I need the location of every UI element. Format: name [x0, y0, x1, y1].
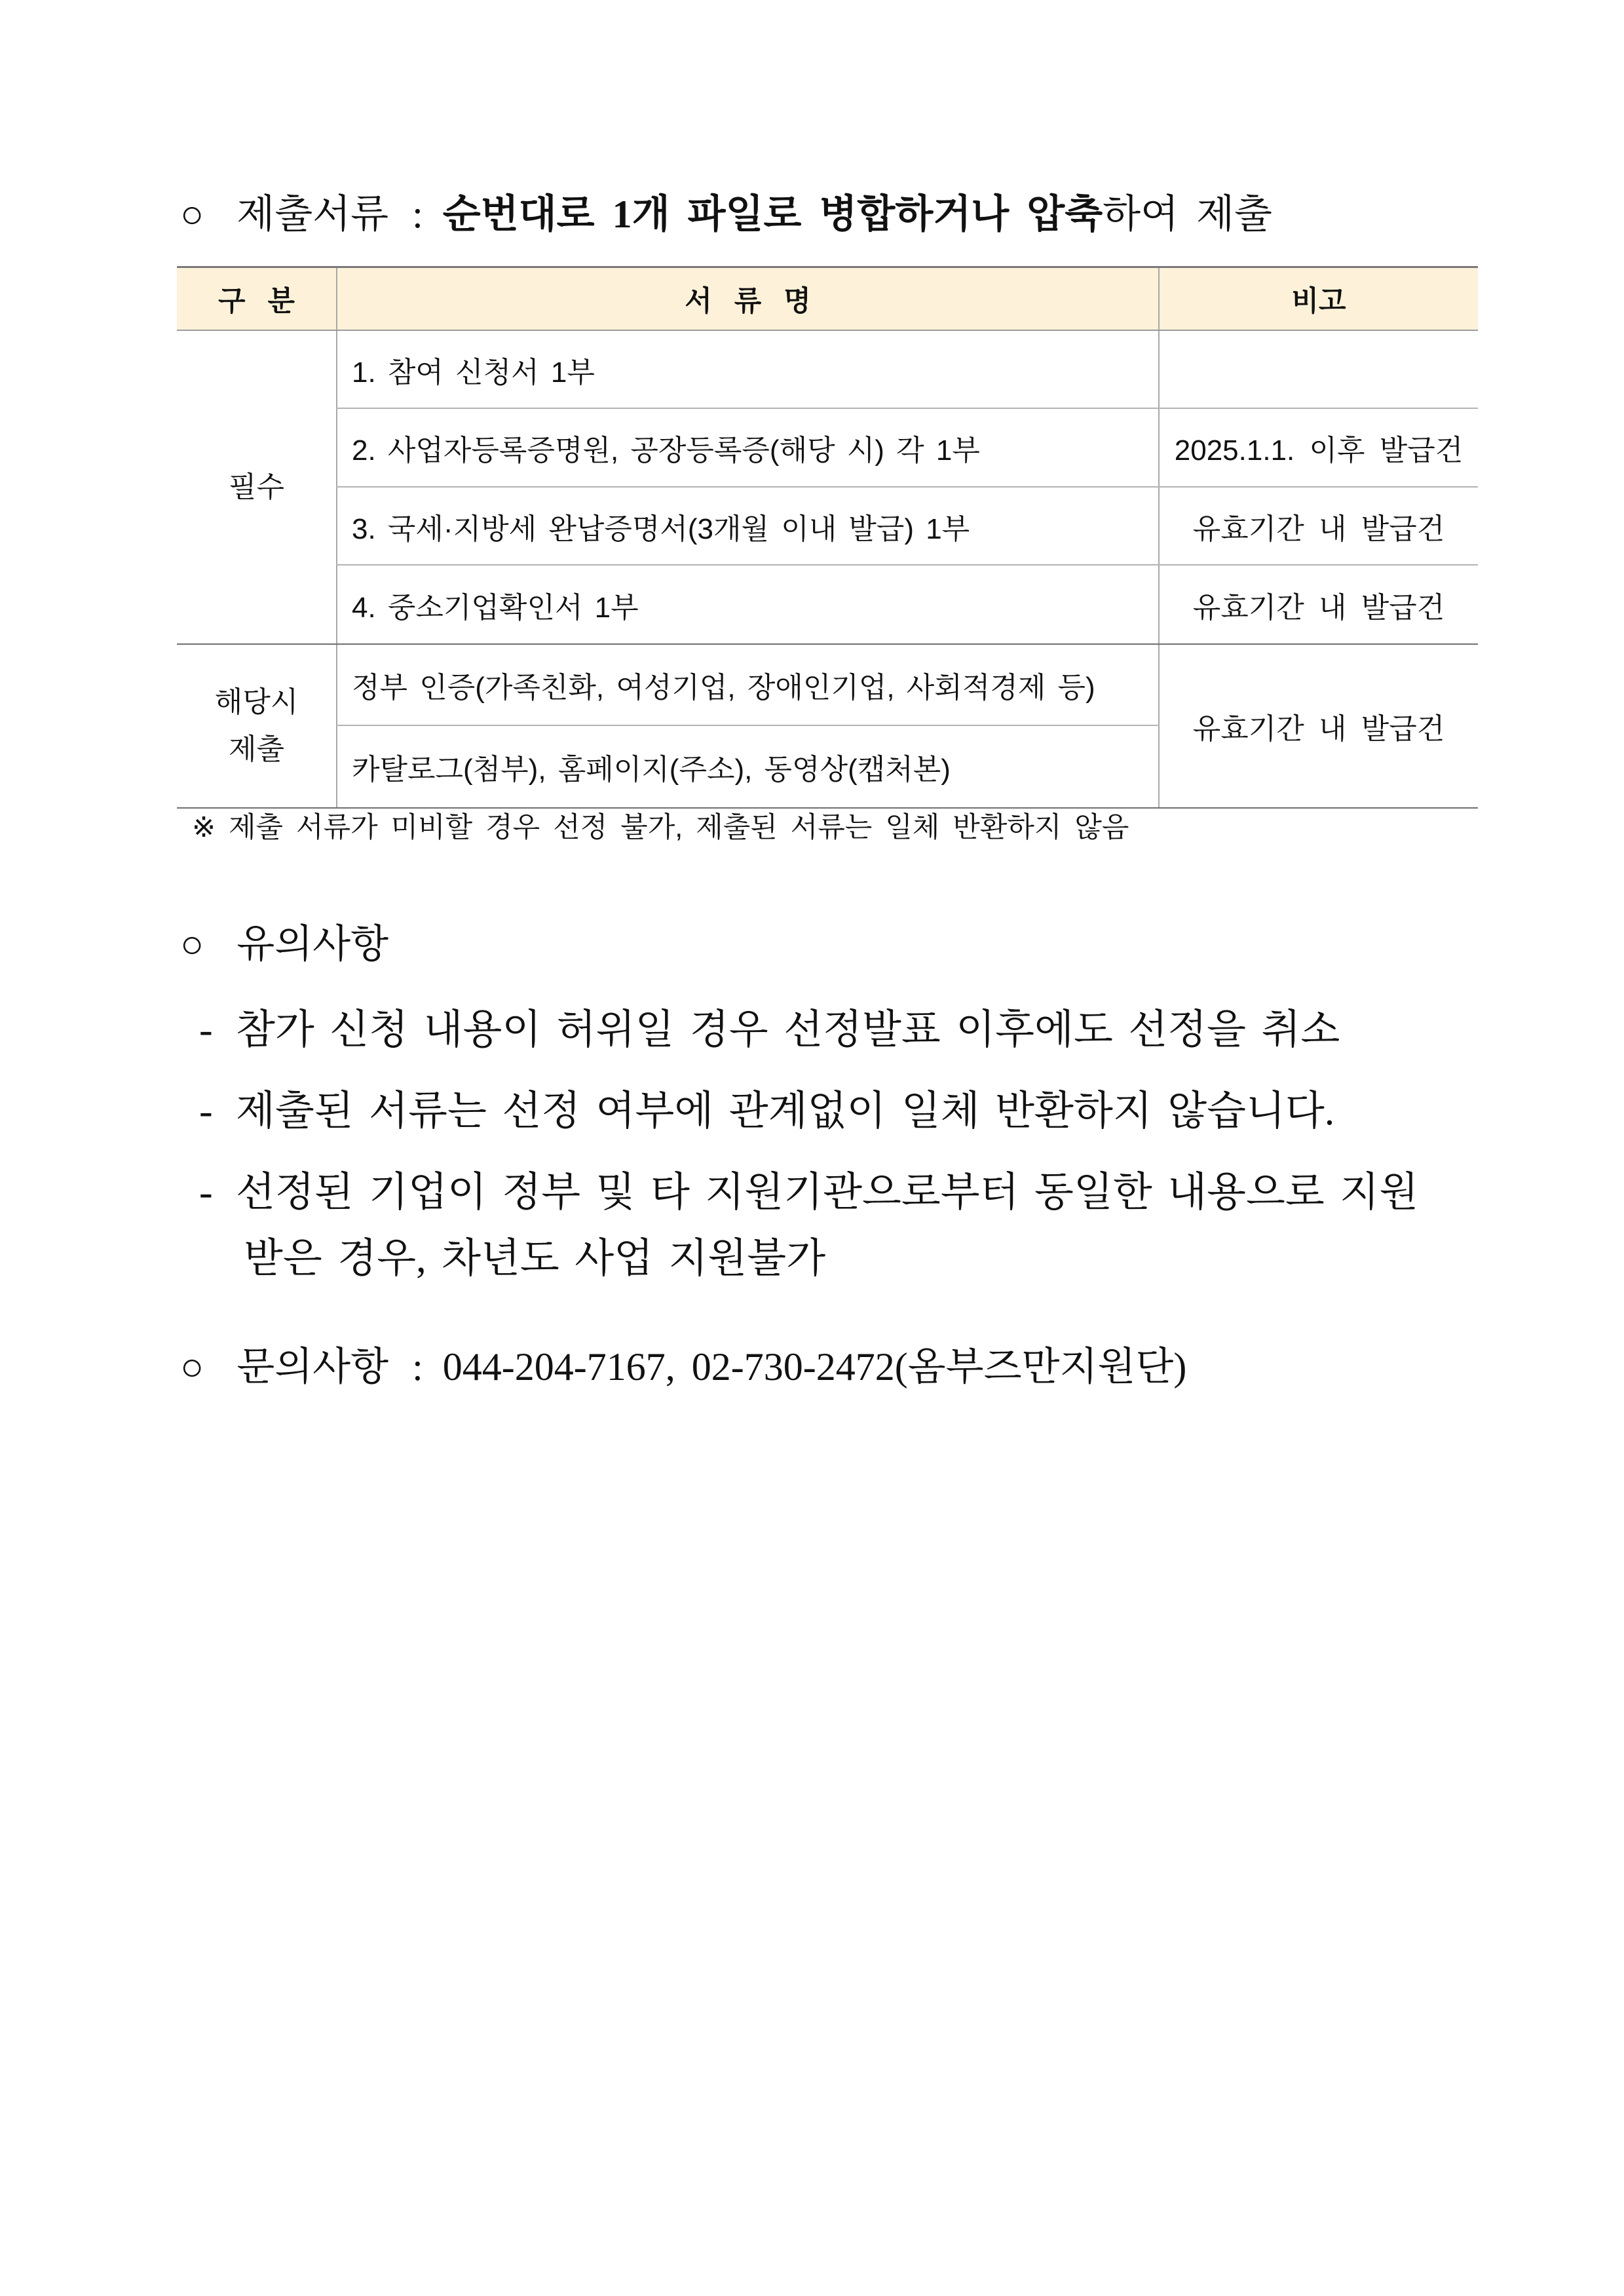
list-item-line: 제출된 서류는 선정 여부에 관계없이 일체 반환하지 않습니다.	[236, 1089, 1335, 1134]
list-item-text	[236, 997, 1478, 1063]
table-row	[177, 565, 1478, 644]
remark-cell: 유효기간 내 발급건	[1159, 487, 1478, 565]
header-category: 구 분	[177, 267, 337, 331]
document-cell: 3. 국세·지방세 완납증명서(3개월 이내 발급) 1부	[337, 487, 1159, 565]
document-cell: 카탈로그(첨부), 홈페이지(주소), 동영상(캡처본)	[337, 725, 1159, 808]
remark-cell	[1159, 330, 1478, 408]
document-cell: 1. 참여 신청서 1부	[337, 330, 1159, 408]
table-row	[177, 644, 1478, 725]
submission-label: 제출서류	[236, 193, 389, 236]
inquiry-label: 문의사항	[236, 1345, 389, 1388]
header-document-name: 서 류 명	[337, 267, 1159, 331]
list-item-text	[236, 1160, 1478, 1292]
dash-marker: -	[199, 1008, 213, 1052]
document-page-content	[177, 188, 1478, 1393]
category-optional-cell	[177, 644, 337, 808]
submission-suffix: 하여 제출	[1103, 193, 1273, 236]
remark-cell: 2025.1.1. 이후 발급건	[1159, 408, 1478, 487]
colon: :	[412, 193, 423, 236]
category-required-cell	[177, 330, 337, 644]
precautions-title: 유의사항	[236, 923, 389, 966]
inquiry-contact: 044-204-7167, 02-730-2472(옴부즈만지원단)	[442, 1345, 1187, 1388]
list-item-line: 선정된 기업이 정부 및 타 지원기관으로부터 동일한 내용으로 지원	[236, 1170, 1419, 1215]
list-item-text	[236, 1079, 1478, 1145]
table-row	[177, 487, 1478, 565]
required-documents-table	[177, 266, 1478, 809]
list-item-line: 받은 경우, 차년도 사업 지원불가	[244, 1236, 826, 1281]
inquiry-heading	[177, 1341, 1478, 1393]
dash-marker: -	[199, 1170, 213, 1215]
list-item	[177, 1079, 1478, 1145]
submission-emphasis: 순번대로 1개 파일로 병합하거나 압축	[442, 193, 1103, 236]
header-remark: 비고	[1159, 267, 1478, 331]
colon: :	[412, 1345, 423, 1388]
remark-cell: 유효기간 내 발급건	[1159, 644, 1478, 808]
category-label-line: 제출	[228, 733, 284, 765]
category-label-line: 해당시	[214, 686, 299, 718]
list-item	[177, 1160, 1478, 1292]
table-header-row	[177, 267, 1478, 331]
circle-bullet: ○	[180, 193, 204, 236]
circle-bullet: ○	[180, 923, 204, 966]
circle-bullet: ○	[180, 1345, 204, 1388]
remark-cell: 유효기간 내 발급건	[1159, 565, 1478, 644]
document-cell: 2. 사업자등록증명원, 공장등록증(해당 시) 각 1부	[337, 408, 1159, 487]
table-row	[177, 330, 1478, 408]
table-row	[177, 408, 1478, 487]
submission-heading	[177, 188, 1478, 240]
document-cell: 4. 중소기업확인서 1부	[337, 565, 1159, 644]
table-footnote: ※ 제출 서류가 미비할 경우 선정 불가, 제출된 서류는 일체 반환하지 않음	[192, 812, 1129, 843]
category-label: 필수	[228, 470, 284, 503]
document-cell: 정부 인증(가족친화, 여성기업, 장애인기업, 사회적경제 등)	[337, 644, 1159, 725]
list-item-line: 참가 신청 내용이 허위일 경우 선정발표 이후에도 선정을 취소	[236, 1008, 1340, 1052]
list-item	[177, 997, 1478, 1063]
precautions-list	[177, 997, 1478, 1292]
precautions-heading	[177, 918, 1478, 970]
dash-marker: -	[199, 1089, 213, 1134]
